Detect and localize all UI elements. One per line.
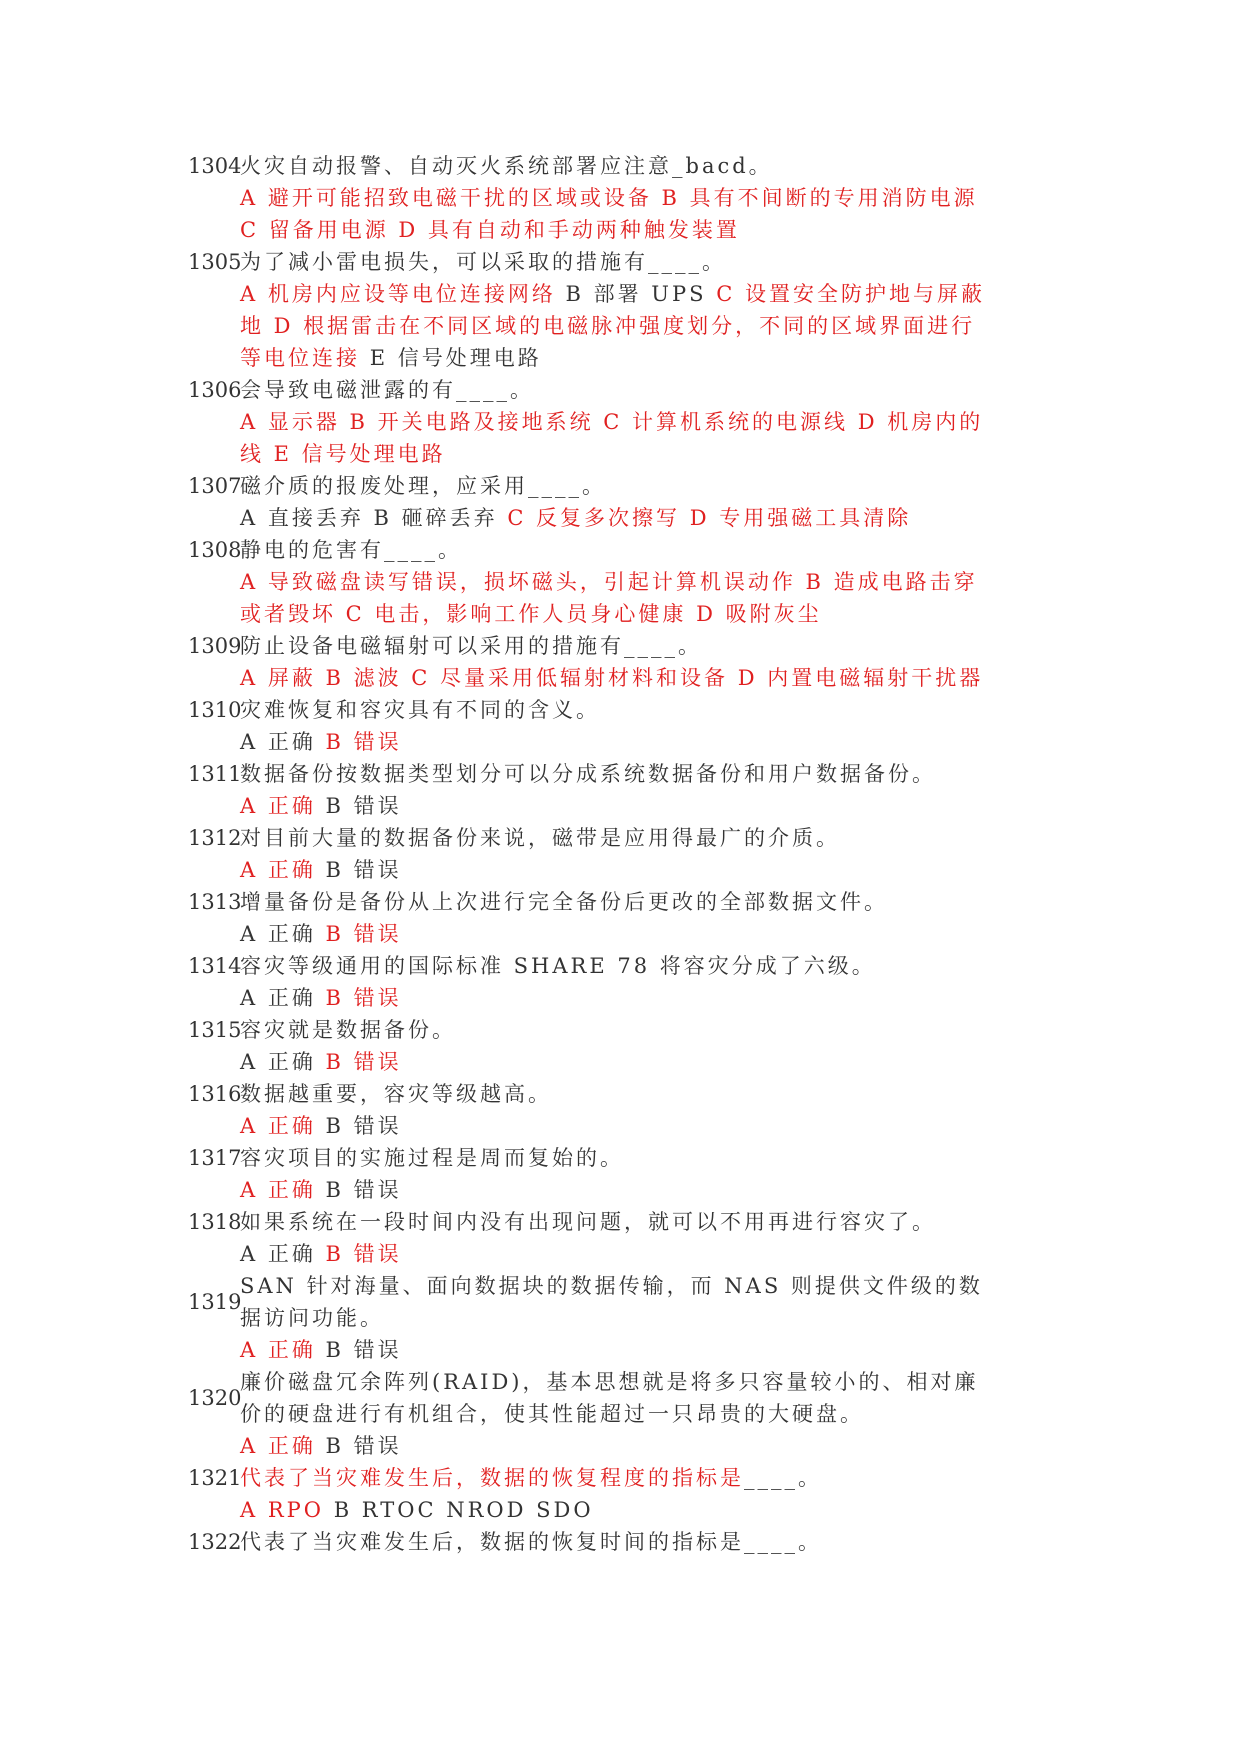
answer-options xyxy=(240,1046,988,1078)
question-row xyxy=(188,470,988,502)
answer-option-segment: A 正确 xyxy=(240,1434,326,1458)
question-text xyxy=(240,1206,988,1238)
question-list xyxy=(188,150,988,1558)
question-row xyxy=(188,1462,988,1494)
question-text-segment: 如果系统在一段时间内没有出现问题，就可以不用再进行容灾了。 xyxy=(240,1210,936,1234)
answer-options xyxy=(240,566,988,630)
answer-option-segment: B RTOC NROD SDO xyxy=(333,1498,594,1522)
question-text xyxy=(240,1462,988,1494)
question-text-segment: 为了减小雷电损失，可以采取的措施有____。 xyxy=(240,250,726,274)
answer-options xyxy=(240,1334,988,1366)
answer-options xyxy=(240,1174,988,1206)
question-number: 1320 xyxy=(188,1386,242,1410)
question-number: 1310 xyxy=(188,698,242,722)
answer-option-segment: A 正确 xyxy=(240,986,326,1010)
answer-option-segment: B 错误 xyxy=(325,986,402,1010)
question-number: 1322 xyxy=(188,1530,242,1554)
answer-options xyxy=(240,790,988,822)
answer-option-segment: B 错误 xyxy=(325,1178,402,1202)
question-text xyxy=(240,1270,988,1334)
question-text xyxy=(240,630,988,662)
question-text-segment: 容灾项目的实施过程是周而复始的。 xyxy=(240,1146,624,1170)
answer-option-segment: A 显示器 B 开关电路及接地系统 C 计算机系统的电源线 D 机房内的线 E 信号处理电路 xyxy=(240,410,984,466)
question-text-segment: 增量备份是备份从上次进行完全备份后更改的全部数据文件。 xyxy=(240,890,888,914)
question-text-segment: 容灾就是数据备份。 xyxy=(240,1018,456,1042)
answer-options xyxy=(240,662,988,694)
question-text-segment: 会导致电磁泄露的有____。 xyxy=(240,378,534,402)
answer-option-segment: C 反复多次擦写 D 专用强磁工具清除 xyxy=(507,506,912,530)
answer-option-segment: A 避开可能招致电磁干扰的区域或设备 B 具有不间断的专用消防电源 C 留备用电源 D 具有自动和手动两种触发装置 xyxy=(240,186,978,242)
answer-option-segment: C 设置安全防护地与屏蔽地 D 根据雷击在不同区域的电磁脉冲强度划分，不同的区域界面进行等电位连接 xyxy=(240,282,985,370)
answer-option-segment: B 错误 xyxy=(325,1114,402,1138)
question-text xyxy=(240,1078,988,1110)
answer-option-segment: A 正确 xyxy=(240,1242,326,1266)
answer-option-segment: B 错误 xyxy=(325,1050,402,1074)
question-text xyxy=(240,822,988,854)
question-text xyxy=(240,150,988,182)
answer-option-segment: A 正确 xyxy=(240,1114,326,1138)
answer-option-segment: A 正确 xyxy=(240,1338,326,1362)
question-row xyxy=(188,758,988,790)
question-number: 1306 xyxy=(188,378,242,402)
question-text xyxy=(240,758,988,790)
question-number: 1312 xyxy=(188,826,242,850)
question-row xyxy=(188,1078,988,1110)
question-text xyxy=(240,694,988,726)
question-text xyxy=(240,1142,988,1174)
answer-option-segment: A 正确 xyxy=(240,1050,326,1074)
answer-option-segment: A 正确 xyxy=(240,1178,326,1202)
answer-option-segment: B 错误 xyxy=(325,1338,402,1362)
question-number: 1317 xyxy=(188,1146,242,1170)
question-number: 1308 xyxy=(188,538,242,562)
question-number: 1319 xyxy=(188,1290,242,1314)
question-row xyxy=(188,374,988,406)
question-text-segment: 廉价磁盘冗余阵列(RAID)，基本思想就是将多只容量较小的、相对廉价的硬盘进行有机组合，使其性能超过一只昂贵的大硬盘。 xyxy=(240,1370,979,1426)
question-text-segment: 磁介质的报废处理，应采用____。 xyxy=(240,474,606,498)
question-text-segment: 火灾自动报警、自动灭火系统部署应注意_bacd。 xyxy=(240,154,773,178)
question-row xyxy=(188,950,988,982)
question-row xyxy=(188,246,988,278)
question-text xyxy=(240,246,988,278)
answer-option-segment: B 错误 xyxy=(325,1434,402,1458)
question-number: 1321 xyxy=(188,1466,242,1490)
answer-options xyxy=(240,854,988,886)
question-text-segment: ____。 xyxy=(744,1466,822,1490)
question-text-segment: 容灾等级通用的国际标准 SHARE 78 将容灾分成了六级。 xyxy=(240,954,876,978)
question-row xyxy=(188,1526,988,1558)
question-number: 1311 xyxy=(188,762,242,786)
question-number: 1313 xyxy=(188,890,242,914)
question-number: 1307 xyxy=(188,474,242,498)
question-row xyxy=(188,1014,988,1046)
answer-option-segment: A 正确 xyxy=(240,730,326,754)
answer-option-segment: B 部署 UPS xyxy=(565,282,717,306)
question-text-segment: 防止设备电磁辐射可以采用的措施有____。 xyxy=(240,634,702,658)
answer-options xyxy=(240,406,988,470)
answer-options xyxy=(240,1238,988,1270)
question-row xyxy=(188,534,988,566)
question-text xyxy=(240,1014,988,1046)
question-text-segment: SAN 针对海量、面向数据块的数据传输，而 NAS 则提供文件级的数据访问功能。 xyxy=(240,1274,983,1330)
question-row xyxy=(188,1270,988,1334)
answer-options xyxy=(240,1430,988,1462)
answer-option-segment: B 错误 xyxy=(325,730,402,754)
question-row xyxy=(188,822,988,854)
answer-option-segment: E 信号处理电路 xyxy=(369,346,542,370)
question-text-segment: 数据备份按数据类型划分可以分成系统数据备份和用户数据备份。 xyxy=(240,762,936,786)
question-row xyxy=(188,694,988,726)
answer-options xyxy=(240,1110,988,1142)
question-number: 1309 xyxy=(188,634,242,658)
answer-options xyxy=(240,982,988,1014)
answer-options xyxy=(240,182,988,246)
answer-option-segment: B 错误 xyxy=(325,922,402,946)
answer-options xyxy=(240,726,988,758)
answer-option-segment: B 错误 xyxy=(325,858,402,882)
question-row xyxy=(188,1142,988,1174)
question-text-segment: 代表了当灾难发生后，数据的恢复时间的指标是____。 xyxy=(240,1530,822,1554)
question-number: 1305 xyxy=(188,250,242,274)
question-row xyxy=(188,150,988,182)
answer-options xyxy=(240,1494,988,1526)
answer-option-segment: B 错误 xyxy=(325,1242,402,1266)
answer-option-segment: A 导致磁盘读写错误，损坏磁头，引起计算机误动作 B 造成电路击穿或者毁坏 C 电击，影响工作人员身心健康 D 吸附灰尘 xyxy=(240,570,978,626)
question-number: 1315 xyxy=(188,1018,242,1042)
question-text xyxy=(240,1366,988,1430)
answer-option-segment: A 正确 xyxy=(240,858,326,882)
answer-options xyxy=(240,918,988,950)
answer-options xyxy=(240,502,988,534)
question-text-segment: 数据越重要，容灾等级越高。 xyxy=(240,1082,552,1106)
answer-option-segment: A 机房内应设等电位连接网络 xyxy=(240,282,566,306)
question-number: 1314 xyxy=(188,954,242,978)
question-text-segment: 对目前大量的数据备份来说，磁带是应用得最广的介质。 xyxy=(240,826,840,850)
question-row xyxy=(188,1366,988,1430)
answer-options xyxy=(240,278,988,374)
question-row xyxy=(188,1206,988,1238)
question-text-segment: 灾难恢复和容灾具有不同的含义。 xyxy=(240,698,600,722)
question-row xyxy=(188,886,988,918)
question-text-segment: 代表了当灾难发生后，数据的恢复程度的指标是 xyxy=(240,1466,744,1490)
answer-option-segment: A 屏蔽 B 滤波 C 尽量采用低辐射材料和设备 D 内置电磁辐射干扰器 xyxy=(240,666,984,690)
question-text xyxy=(240,886,988,918)
question-text xyxy=(240,470,988,502)
answer-option-segment: B 错误 xyxy=(325,794,402,818)
answer-option-segment: A 正确 xyxy=(240,922,326,946)
question-text-segment: 静电的危害有____。 xyxy=(240,538,462,562)
question-row xyxy=(188,630,988,662)
question-text xyxy=(240,534,988,566)
question-text xyxy=(240,1526,988,1558)
question-number: 1318 xyxy=(188,1210,242,1234)
question-number: 1304 xyxy=(188,154,242,178)
question-number: 1316 xyxy=(188,1082,242,1106)
question-text xyxy=(240,374,988,406)
answer-option-segment: A 直接丢弃 B 砸碎丢弃 xyxy=(240,506,508,530)
answer-option-segment: A RPO xyxy=(240,1498,334,1522)
question-text xyxy=(240,950,988,982)
answer-option-segment: A 正确 xyxy=(240,794,326,818)
